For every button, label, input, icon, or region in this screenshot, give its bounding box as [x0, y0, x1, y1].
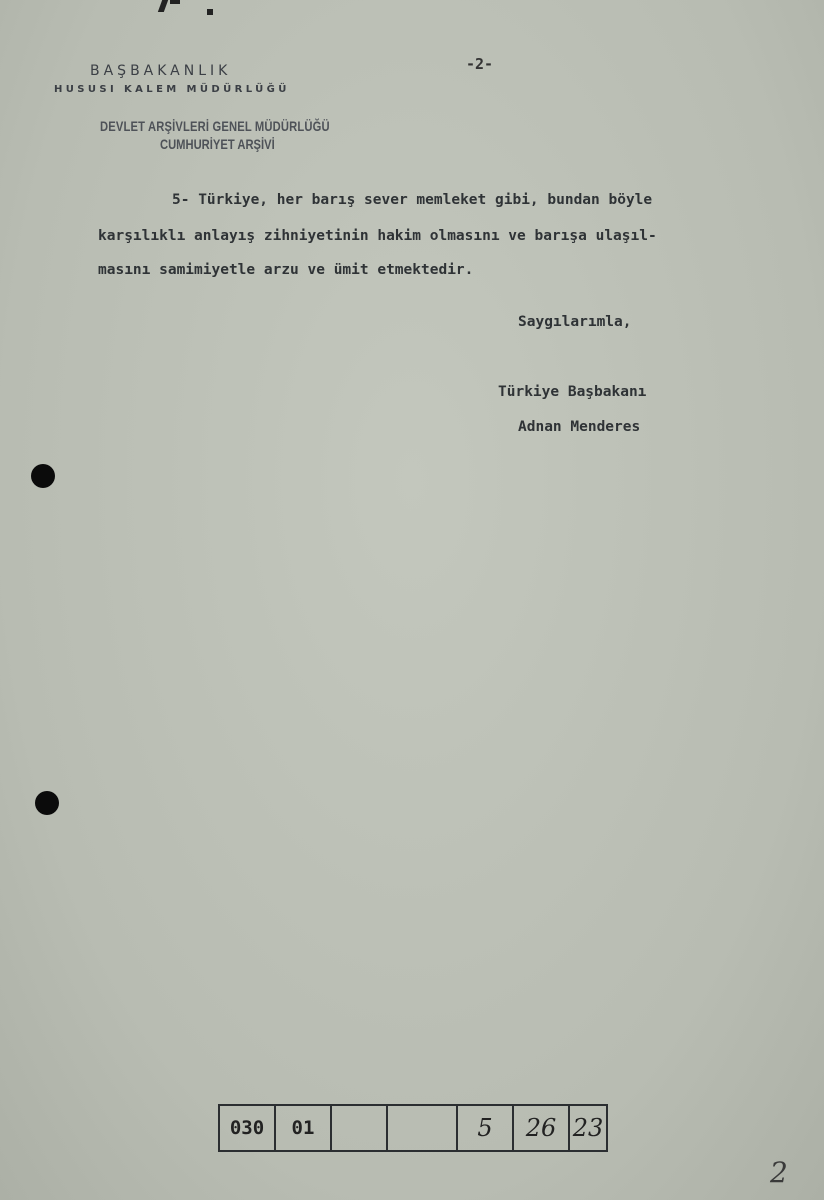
signatory-title: Türkiye Başbakanı	[498, 384, 647, 400]
archive-code-cell: 23	[570, 1106, 608, 1150]
archive-stamp-line2: CUMHURİYET ARŞİVİ	[160, 136, 275, 152]
archive-code-cell: 5	[458, 1106, 514, 1150]
corner-page-number: 2	[770, 1156, 788, 1189]
body-paragraph-line3: masını samimiyetle arzu ve ümit etmektedir.	[98, 262, 474, 278]
page-number: -2-	[466, 55, 494, 73]
archive-stamp-line1: DEVLET ARŞİVLERİ GENEL MÜDÜRLÜĞÜ	[100, 118, 330, 134]
archive-code-cell	[332, 1106, 388, 1150]
archive-code-box	[218, 1104, 608, 1152]
letterhead-org: BAŞBAKANLIK	[90, 63, 232, 79]
archive-code-cell: 26	[514, 1106, 570, 1150]
closing-salutation: Saygılarımla,	[518, 314, 632, 330]
ink-mark	[158, 0, 168, 12]
letterhead-office: HUSUSI KALEM MÜDÜRLÜĞÜ	[54, 84, 290, 95]
punch-hole	[31, 464, 55, 488]
archive-code-cell: 01	[276, 1106, 332, 1150]
ink-mark	[207, 9, 213, 15]
signatory-name: Adnan Menderes	[518, 419, 641, 435]
ink-mark	[170, 0, 180, 4]
body-paragraph-line2: karşılıklı anlayış zihniyetinin hakim olmasını ve barışa ulaşıl-	[98, 228, 657, 244]
archive-code-cell: 030	[220, 1106, 276, 1150]
archive-code-cell	[388, 1106, 458, 1150]
body-paragraph-line1: 5- Türkiye, her barış sever memleket gibi, bundan böyle	[172, 192, 653, 208]
punch-hole	[35, 791, 59, 815]
